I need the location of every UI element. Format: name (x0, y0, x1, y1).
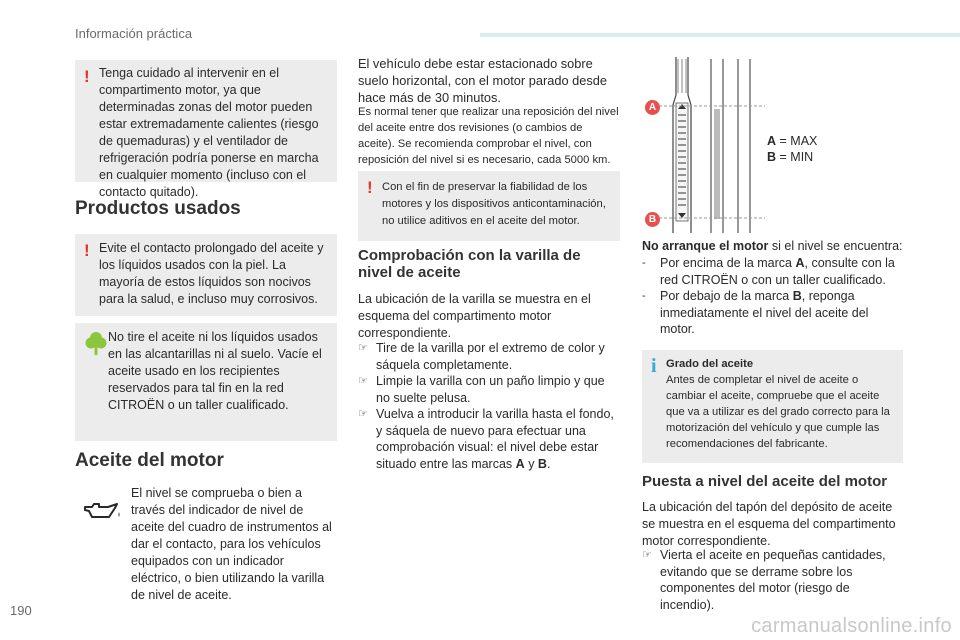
warning-box-additives (358, 171, 620, 241)
warning-text: Con el fin de preservar la fiabilidad de los motores y los dispositivos anticontaminación, no utilice aditivos en el aceite del motor. (382, 181, 606, 227)
level-cases (642, 255, 904, 338)
topup-steps (642, 547, 904, 613)
no-start-warning: No arranque el motor si el nivel se encuentra: (642, 239, 903, 253)
dipstick-intro: La ubicación de la varilla se muestra en el esquema del compartimento motor correspondiente. (358, 292, 591, 340)
warning-box-engine-hot (75, 60, 337, 199)
warning-box-used-liquids (75, 234, 337, 316)
intro-small-text: Es normal tener que realizar una reposición del nivel del aceite entre dos revisiones (o cambios de aceite). Se recomienda comprobar el nivel, con reposición del nivel si es necesario, cada 5000 km. (358, 106, 619, 166)
list-item: ☞ Vuelva a introducir la varilla hasta el fondo, y sáquela de nuevo para efectuar una comprobación visual: el nivel debe estar situado entre las marcas A y B. (358, 407, 614, 471)
warning-text: Evite el contacto prolongado del aceite y los líquidos usados con la piel. La mayoría de estos líquidos son nocivos para la salud, e incluso muy corrosivos. (99, 241, 324, 306)
topup-intro: La ubicación del tapón del depósito de aceite se muestra en el esquema del compartimento motor correspondiente. (642, 500, 896, 548)
heading-dipstick: Comprobación con la varilla de nivel de aceite (358, 247, 581, 281)
tree-icon (84, 330, 108, 356)
list-item: ☞ Limpie la varilla con un paño limpio y que no suelte pelusa. (358, 374, 605, 405)
list-item: - Por encima de la marca A, consulte con la red CITROËN o con un taller cualificado. (642, 256, 895, 287)
heading-engine-oil: Aceite del motor (75, 450, 224, 471)
arrow-bullet-icon: ☞ (358, 342, 368, 354)
warning-icon: ! (84, 241, 90, 260)
list-item: - Por debajo de la marca B, reponga inmediatamente el nivel del aceite del motor. (642, 289, 869, 336)
info-title: Grado del aceite (666, 358, 754, 370)
watermark: carmanualsonline.info (751, 615, 952, 637)
page-number: 190 (10, 603, 32, 618)
warning-icon: ! (84, 67, 90, 86)
dipstick-diagram (640, 55, 770, 235)
intro-text: El vehículo debe estar estacionado sobre suelo horizontal, con el motor parado desde hace más de 30 minutos. (358, 56, 607, 105)
list-item: ☞ Vierta el aceite en pequeñas cantidades, evitando que se derrame sobre los componentes del motor (riesgo de incendio). (642, 548, 886, 612)
eco-box (75, 323, 337, 441)
legend-max: A = MAX (767, 134, 818, 148)
arrow-bullet-icon: ☞ (358, 408, 368, 420)
heading-products: Productos usados (75, 198, 241, 219)
mark-a-badge: A (645, 100, 660, 115)
info-icon: i (651, 355, 657, 377)
heading-topup: Puesta a nivel del aceite del motor (642, 473, 888, 490)
oil-can-icon (82, 500, 122, 522)
warning-icon: ! (367, 178, 373, 197)
dipstick-steps (358, 340, 620, 472)
warning-text: Tenga cuidado al intervenir en el compartimento motor, ya que determinadas zonas del motor pueden estar extremadamente calientes (riesgo de quemaduras) y el ventilador de refrigeración podría ponerse en marcha en cualquier momento (incluso con el contacto quitado). (99, 66, 319, 199)
info-box-oil-grade (642, 350, 903, 463)
section-title: Información práctica (75, 26, 193, 41)
arrow-bullet-icon: ☞ (358, 375, 368, 387)
header-bar (480, 33, 960, 37)
info-text: Antes de completar el nivel de aceite o cambiar el aceite, compruebe que el aceite que va a utilizar es del grado correcto para la motorización del vehículo y que cumple las recomendaciones del fabricante. (666, 374, 890, 450)
list-item: ☞ Tire de la varilla por el extremo de color y sáquela completamente. (358, 341, 605, 372)
mark-b-badge: B (645, 212, 660, 227)
legend-min: B = MIN (767, 150, 814, 164)
eco-text: No tire el aceite ni los líquidos usados en las alcantarillas ni al suelo. Vacíe el aceite usado en los recipientes reservados para tal fin en la red CITROËN o un taller cualificado. (108, 330, 322, 412)
arrow-bullet-icon: ☞ (642, 549, 652, 561)
oil-text: El nivel se comprueba o bien a través del indicador de nivel de aceite del cuadro de instrumentos al dar el contacto, para los vehículos equipados con un indicador eléctrico, o bien utilizando la varilla de nivel de aceite. (131, 486, 332, 602)
